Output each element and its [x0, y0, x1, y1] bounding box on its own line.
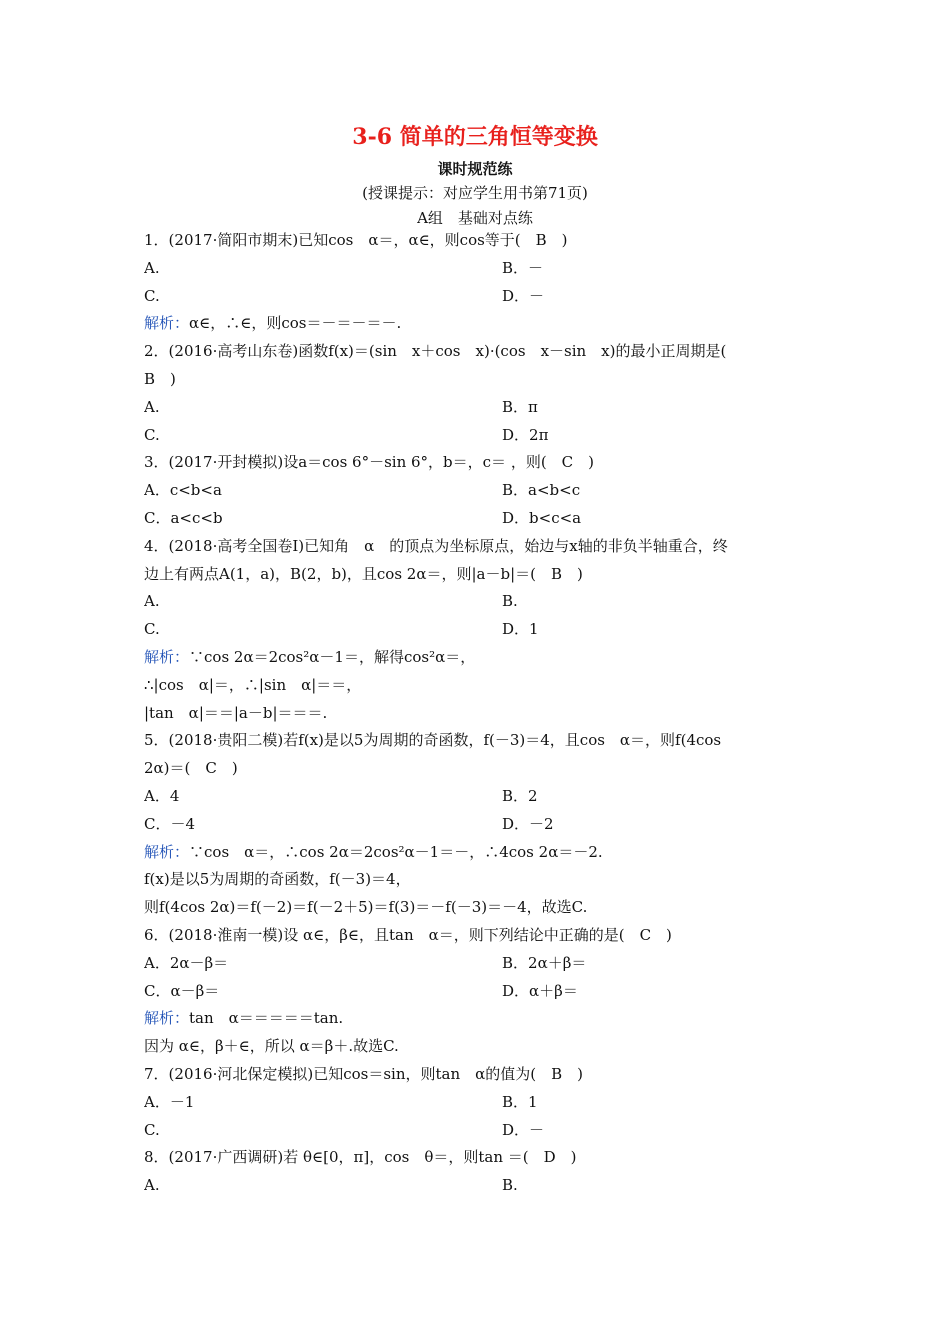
text-line: |tan α|＝＝|a－b|＝＝＝. [144, 703, 328, 722]
solution-label: 解析： [144, 1009, 190, 1028]
option-right: B．π [502, 397, 538, 416]
option-right: B．a<b<c [502, 481, 581, 500]
option-left: A．－1 [144, 1092, 195, 1111]
text-line: 1．(2017·简阳市期末)已知cos α＝，α∈，则cos等于( B ) [144, 231, 568, 249]
solution-text: ∵cos 2α＝2cos²α－1＝，解得cos²α＝， [189, 647, 476, 666]
textbook-hint: (授课提示：对应学生用书第71页) [362, 184, 588, 202]
option-left: A. [144, 397, 160, 416]
solution-text: α∈，∴∈，则cos＝－＝－＝－. [189, 314, 402, 333]
option-left: C．α－β＝ [144, 981, 220, 1000]
solution-label: 解析： [144, 314, 190, 333]
option-left: C．－4 [144, 814, 196, 833]
text-line: 则f(4cos 2α)＝f(－2)＝f(－2＋5)＝f(3)＝－f(－3)＝－4，故选C. [144, 898, 588, 917]
option-right: D．b<c<a [502, 508, 582, 527]
option-row [144, 283, 814, 311]
option-left: C. [144, 425, 160, 444]
option-left: C. [144, 286, 160, 305]
section-subtitle: 课时规范练 [437, 160, 513, 178]
option-row [144, 588, 814, 616]
option-left: A．2α－β＝ [144, 953, 229, 972]
option-row [144, 616, 814, 644]
text-line: 6．(2018·淮南一模)设 α∈，β∈，且tan α＝，则下列结论中正确的是( C ) [144, 925, 672, 944]
option-right: D．－ [502, 286, 545, 305]
option-left: A．c<b<a [144, 481, 222, 500]
text-line: 5．(2018·贵阳二模)若f(x)是以5为周期的奇函数，f(－3)＝4，且cos α＝，则f(4cos [144, 731, 722, 750]
text-line: B ) [144, 369, 176, 388]
option-left: C．a<c<b [144, 508, 223, 527]
solution-line [144, 310, 814, 338]
option-right: B．2α＋β＝ [502, 953, 587, 972]
option-row [144, 505, 814, 533]
option-row [144, 978, 814, 1006]
solution-text: ∵cos α＝，∴cos 2α＝2cos²α－1＝－，∴4cos 2α＝－2. [189, 842, 603, 861]
text-line: 边上有两点A(1，a)，B(2，b)，且cos 2α＝，则|a－b|＝( B ) [144, 564, 583, 583]
group-heading: A组 基础对点练 [417, 209, 533, 227]
question-list [144, 227, 814, 1200]
option-row [144, 1089, 814, 1117]
solution-label: 解析： [144, 647, 190, 666]
option-row [144, 783, 814, 811]
option-right: D．－ [502, 1120, 545, 1139]
solution-line [144, 644, 814, 672]
text-line: 2．(2016·高考山东卷)函数f(x)＝(sin x＋cos x)·(cos x－sin x)的最小正周期是( [144, 342, 727, 361]
option-left: A. [144, 592, 160, 611]
option-right: B. [502, 1176, 518, 1195]
page-title: 3-6 简单的三角恒等变换 [352, 124, 598, 150]
text-line: 2α)＝( C ) [144, 759, 238, 778]
solution-line [144, 1005, 814, 1033]
option-right: B．2 [502, 786, 538, 805]
text-line: 7．(2016·河北保定模拟)已知cos＝sin，则tan α的值为( B ) [144, 1064, 583, 1083]
solution-line [144, 839, 814, 867]
option-left: A. [144, 1176, 160, 1195]
option-left: C. [144, 1120, 160, 1139]
text-line: 3．(2017·开封模拟)设a＝cos 6°－sin 6°，b＝，c＝ ，则( C ) [144, 453, 594, 472]
text-line: 8．(2017·广西调研)若 θ∈[0，π]，cos θ＝，则tan ＝( D ) [144, 1148, 577, 1167]
text-line: ∴|cos α|＝，∴|sin α|＝＝， [144, 675, 362, 694]
text-line: 因为 α∈，β＋∈，所以 α＝β＋.故选C. [144, 1037, 399, 1056]
option-row [144, 811, 814, 839]
text-line: f(x)是以5为周期的奇函数，f(－3)＝4， [144, 870, 411, 889]
option-left: A. [144, 258, 160, 277]
option-right: D．1 [502, 620, 539, 639]
option-row [144, 477, 814, 505]
option-right: B．－ [502, 258, 544, 277]
option-row [144, 950, 814, 978]
text-line: 4．(2018·高考全国卷Ⅰ)已知角 α 的顶点为坐标原点，始边与x轴的非负半轴重合，终 [144, 536, 728, 555]
option-right: D．2π [502, 425, 549, 444]
solution-label: 解析： [144, 842, 190, 861]
option-right: B．1 [502, 1092, 538, 1111]
option-row [144, 394, 814, 422]
option-row [144, 1117, 814, 1145]
option-left: A．4 [144, 786, 180, 805]
option-row [144, 422, 814, 450]
option-right: D．α＋β＝ [502, 981, 578, 1000]
option-left: C. [144, 620, 160, 639]
option-row [144, 1172, 814, 1200]
solution-text: tan α＝＝＝＝＝tan. [189, 1009, 344, 1028]
option-right: B. [502, 592, 518, 611]
option-row [144, 255, 814, 283]
option-right: D．－2 [502, 814, 554, 833]
